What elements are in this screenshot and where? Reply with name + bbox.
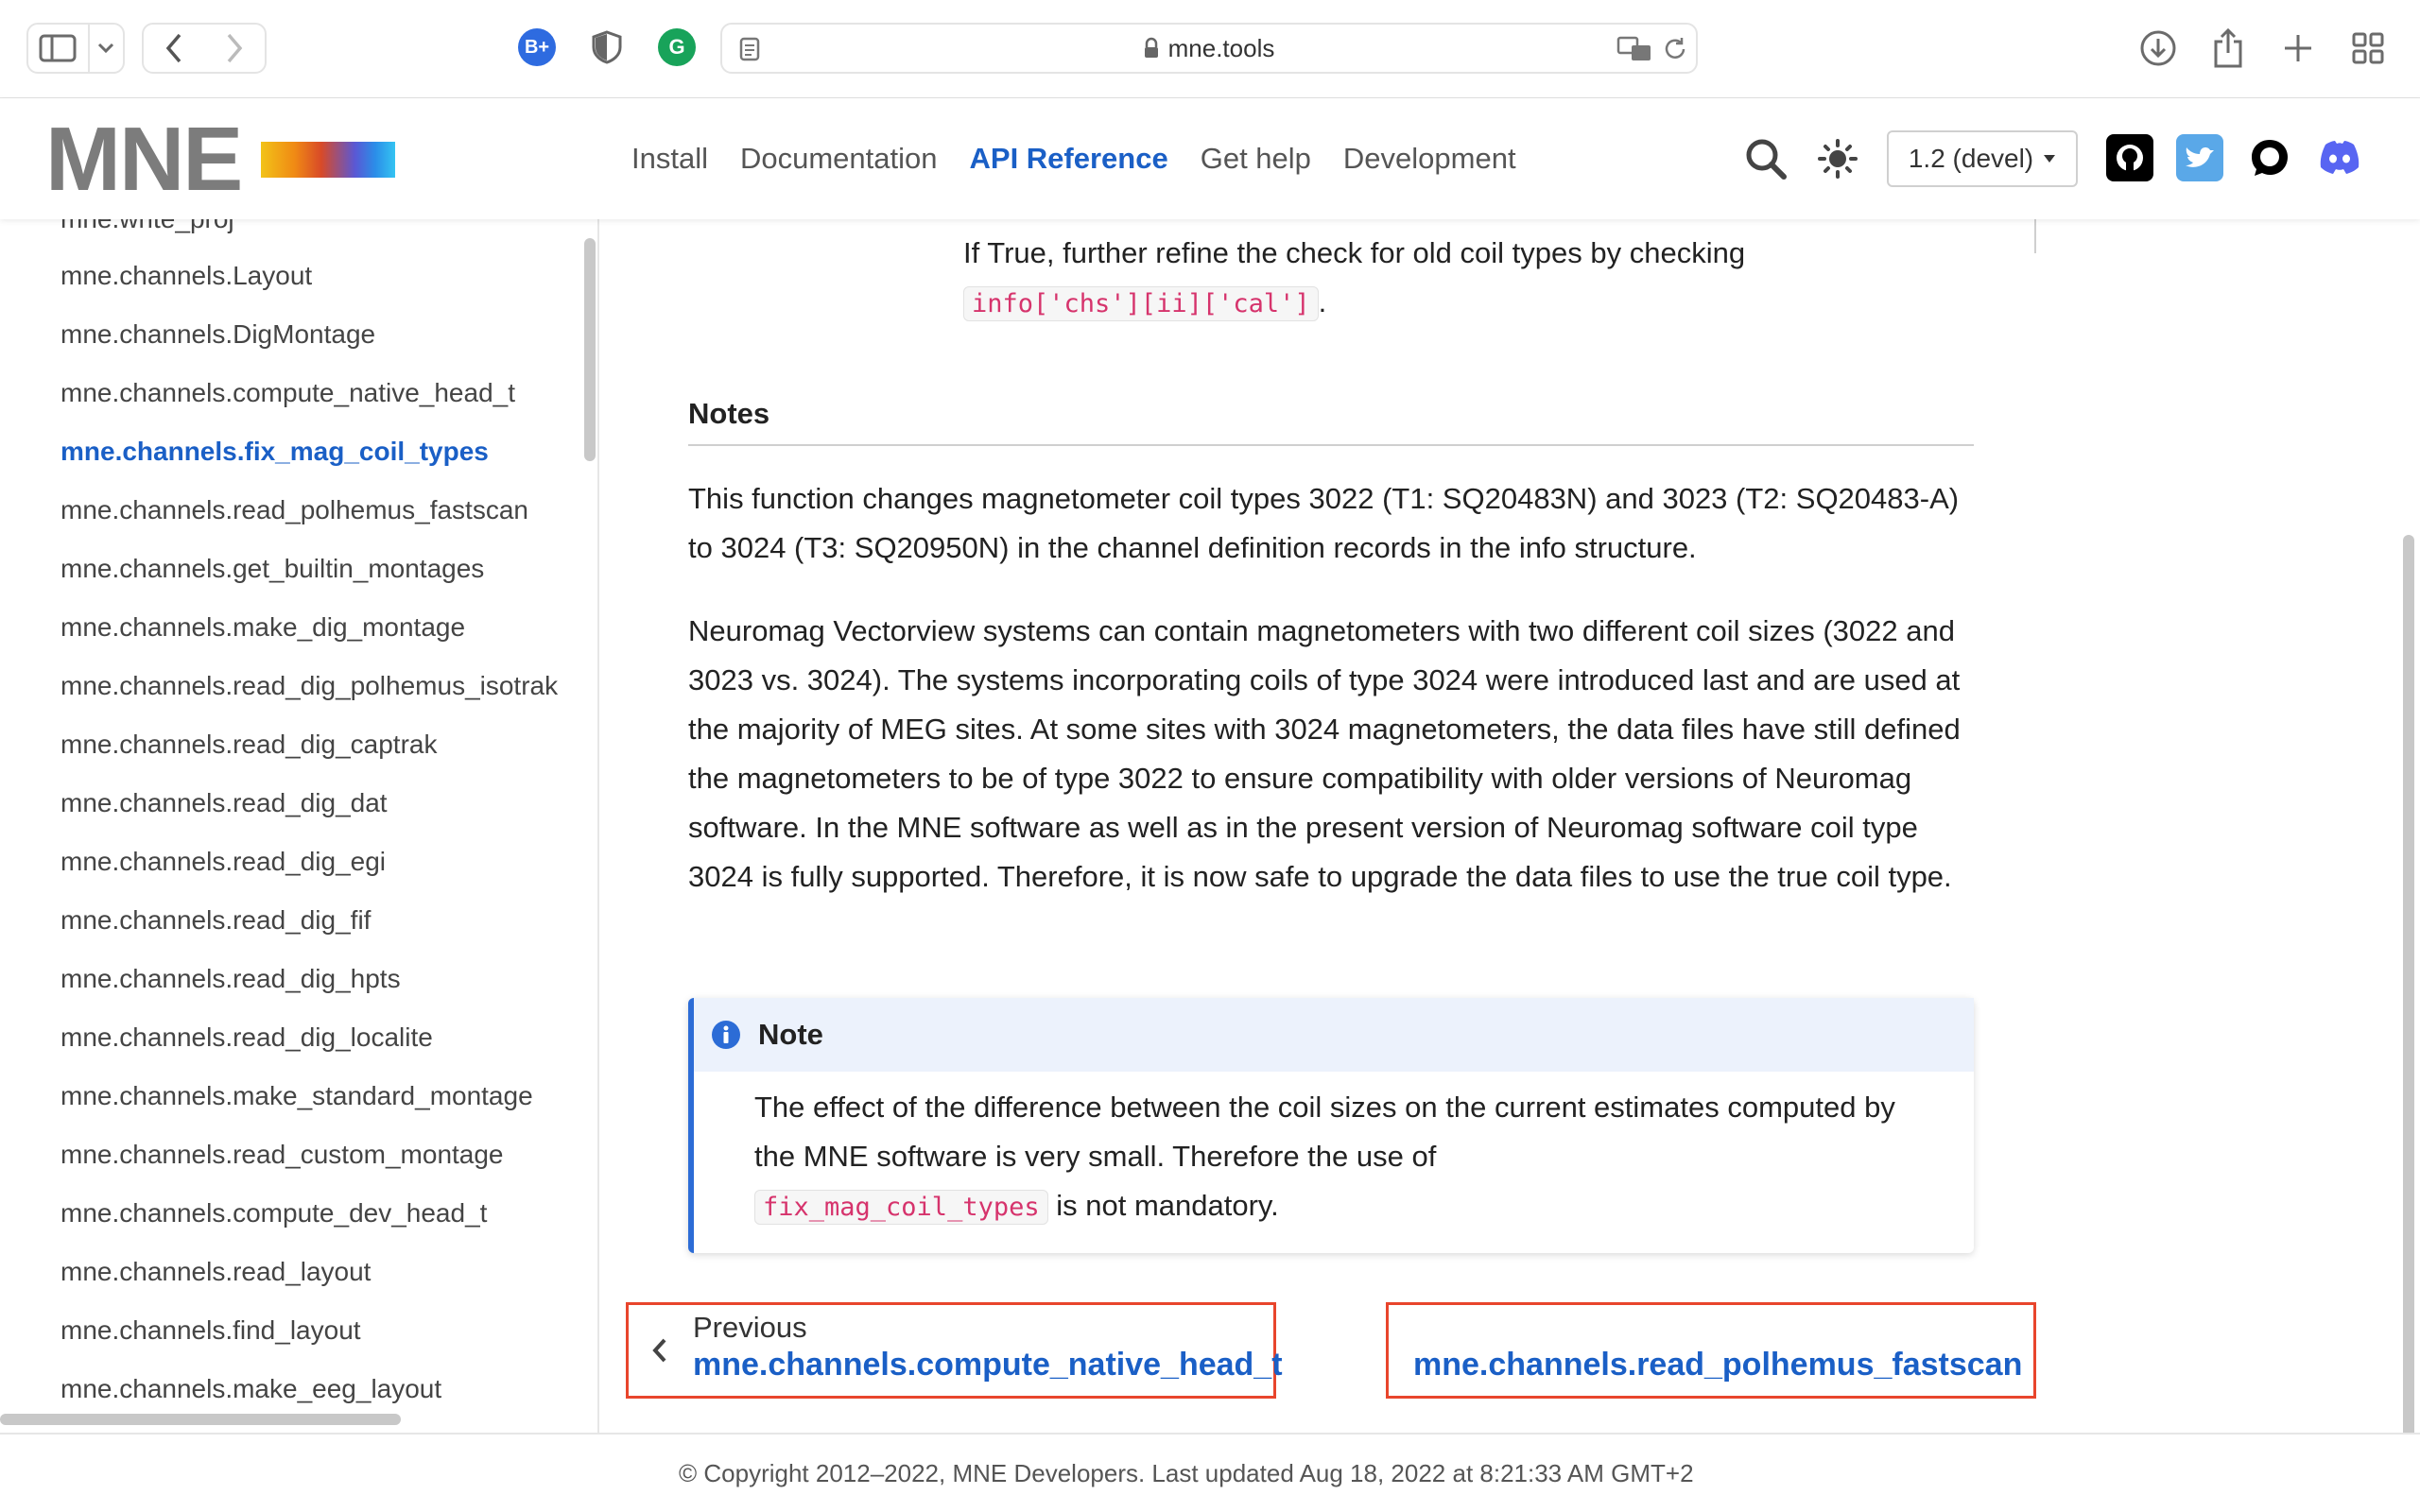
theme-toggle-icon[interactable] bbox=[1815, 136, 1860, 181]
twitter-icon[interactable] bbox=[2176, 134, 2223, 181]
lock-icon bbox=[1144, 38, 1159, 59]
nav-development[interactable]: Development bbox=[1342, 142, 1516, 175]
notes-paragraph-1: This function changes magnetometer coil types 3022 (T1: SQ20483N) and 3023 (T2: SQ20483-A) to 3024 (T3: SQ20950N) in the channel definition records in the info structure. bbox=[688, 482, 1960, 564]
grammarly-icon[interactable]: G bbox=[658, 28, 696, 66]
caret-down-icon bbox=[2043, 154, 2056, 163]
site-header bbox=[0, 98, 2420, 219]
sidebar-horizontal-scrollbar[interactable] bbox=[0, 1414, 401, 1425]
downloads-button[interactable] bbox=[2133, 23, 2184, 74]
nav-get-help[interactable]: Get help bbox=[1200, 142, 1311, 175]
sidebar-item[interactable]: mne.channels.read_polhemus_fastscan bbox=[60, 495, 528, 524]
sidebar-item[interactable]: mne.channels.compute_native_head_t bbox=[60, 378, 516, 407]
sidebar-item[interactable]: mne.channels.read_dig_hpts bbox=[60, 964, 401, 993]
sidebar-item[interactable]: mne.channels.read_custom_montage bbox=[60, 1140, 504, 1169]
site-footer bbox=[0, 1433, 2420, 1512]
sidebar-item[interactable]: mne.channels.DigMontage bbox=[60, 319, 376, 349]
download-icon bbox=[2139, 29, 2177, 67]
version-dropdown[interactable]: 1.2 (devel) bbox=[1887, 130, 2078, 187]
previous-page-link[interactable] bbox=[626, 1302, 1283, 1399]
notes-heading: Notes bbox=[688, 397, 1974, 446]
chevron-right-icon bbox=[225, 33, 244, 63]
github-icon[interactable] bbox=[2106, 134, 2153, 181]
sidebar-item-active[interactable]: mne.channels.fix_mag_coil_types bbox=[60, 437, 489, 466]
note-body: The effect of the difference between the coil sizes on the current estimates computed by the MNE software is very small. Therefore the use of fix_mag_coil_types is not mandatory. bbox=[694, 1072, 1942, 1232]
inline-code: fix_mag_coil_types bbox=[754, 1190, 1048, 1225]
nav-api-reference[interactable]: API Reference bbox=[969, 142, 1168, 175]
sidebar-item[interactable]: mne.channels.read_dig_localite bbox=[60, 1022, 433, 1052]
history-nav-group bbox=[142, 23, 267, 74]
content-divider bbox=[2034, 219, 2036, 253]
sidebar-item[interactable]: mne.channels.compute_dev_head_t bbox=[60, 1198, 488, 1228]
sidebar-item[interactable]: mne.channels.Layout bbox=[60, 261, 313, 290]
forward-button[interactable] bbox=[204, 25, 265, 72]
next-page-link[interactable] bbox=[1386, 1302, 2036, 1399]
sidebar-scrollbar[interactable] bbox=[584, 238, 596, 461]
sidebar-item[interactable]: mne.channels.read_dig_polhemus_isotrak bbox=[60, 671, 559, 700]
note-header: Note bbox=[694, 998, 1974, 1072]
browser-toolbar bbox=[0, 0, 2420, 98]
translate-icon[interactable] bbox=[1616, 36, 1652, 62]
sidebar-item[interactable]: mne.channels.read_dig_egi bbox=[60, 847, 387, 876]
reload-icon[interactable] bbox=[1662, 36, 1688, 62]
url-display: mne.tools bbox=[722, 25, 1696, 72]
nav-documentation[interactable]: Documentation bbox=[739, 142, 938, 175]
sidebar-item[interactable]: mne.channels.get_builtin_montages bbox=[60, 554, 485, 583]
new-tab-button[interactable] bbox=[2273, 23, 2324, 74]
page-scrollbar[interactable] bbox=[2403, 535, 2414, 1499]
parameter-description: If True, further refine the check for old coil types by checking bbox=[963, 236, 1746, 269]
discord-icon[interactable] bbox=[2316, 134, 2363, 181]
api-sidebar bbox=[0, 219, 599, 1433]
tab-overview-button[interactable] bbox=[2342, 23, 2394, 74]
sidebar-toggle-group bbox=[26, 23, 125, 74]
chevron-down-icon bbox=[97, 43, 114, 54]
main-nav bbox=[631, 98, 1516, 219]
address-bar[interactable] bbox=[720, 23, 1698, 74]
inline-code: info['chs'][ii]['cal'] bbox=[963, 286, 1319, 321]
sidebar-item[interactable]: mne.channels.make_eeg_layout bbox=[60, 1374, 442, 1403]
chevron-left-icon bbox=[164, 33, 183, 63]
sidebar-item[interactable]: mne.channels.make_dig_montage bbox=[60, 612, 466, 642]
mne-logo-gradient bbox=[261, 142, 395, 178]
grid-icon bbox=[2351, 31, 2385, 65]
shield-icon[interactable] bbox=[588, 28, 626, 66]
sidebar-item[interactable]: mne.channels.read_dig_captrak bbox=[60, 730, 438, 759]
sidebar-item[interactable]: mne.channels.read_dig_fif bbox=[60, 905, 372, 935]
sidebar-item[interactable]: mne.channels.read_dig_dat bbox=[60, 788, 388, 817]
plus-icon bbox=[2282, 32, 2314, 64]
mne-logo[interactable]: MNE bbox=[45, 109, 242, 210]
back-button[interactable] bbox=[144, 25, 204, 72]
tab-group-dropdown[interactable] bbox=[88, 25, 123, 72]
previous-label: Previous bbox=[693, 1311, 807, 1344]
previous-title: mne.channels.compute_native_head_t bbox=[693, 1347, 1283, 1383]
share-button[interactable] bbox=[2203, 23, 2254, 74]
info-icon bbox=[711, 1020, 741, 1050]
note-admonition bbox=[688, 998, 1974, 1253]
nav-install[interactable]: Install bbox=[631, 142, 708, 175]
discourse-icon[interactable] bbox=[2246, 134, 2293, 181]
sidebar-item[interactable]: mne.channels.read_layout bbox=[60, 1257, 372, 1286]
share-icon bbox=[2212, 28, 2244, 68]
next-title: mne.channels.read_polhemus_fastscan bbox=[1413, 1347, 2023, 1383]
sidebar-toggle-button[interactable] bbox=[28, 25, 88, 72]
b-plus-icon[interactable]: B+ bbox=[518, 28, 556, 66]
search-icon[interactable] bbox=[1743, 136, 1789, 181]
notes-paragraph-2: Neuromag Vectorview systems can contain magnetometers with two different coil sizes (3022 and 3023 vs. 3024). The systems incorporating coils of type 3024 were introduced last and are used at the majority of MEG sites. At some sites with 3024 magnetometers, the data files have still defined the magnetometers to be of type 3022 to ensure compatibility with older versions of Neuromag software. In the MNE software as well as in the present version of Neuromag software coil type 3024 is fully supported. Therefore, it is now safe to upgrade the data files to use the true coil type. bbox=[688, 614, 1961, 893]
chevron-left-icon bbox=[651, 1337, 668, 1364]
sidebar-item[interactable]: mne.channels.find_layout bbox=[60, 1315, 361, 1345]
parameter-code-line: info['chs'][ii]['cal'] . bbox=[963, 285, 1326, 319]
sidebar-icon bbox=[39, 34, 77, 62]
copyright-text: © Copyright 2012–2022, MNE Developers. Last updated Aug 18, 2022 at 8:21:33 AM GMT+2 bbox=[679, 1458, 1694, 1487]
sidebar-item[interactable]: mne.channels.make_standard_montage bbox=[60, 1081, 533, 1110]
